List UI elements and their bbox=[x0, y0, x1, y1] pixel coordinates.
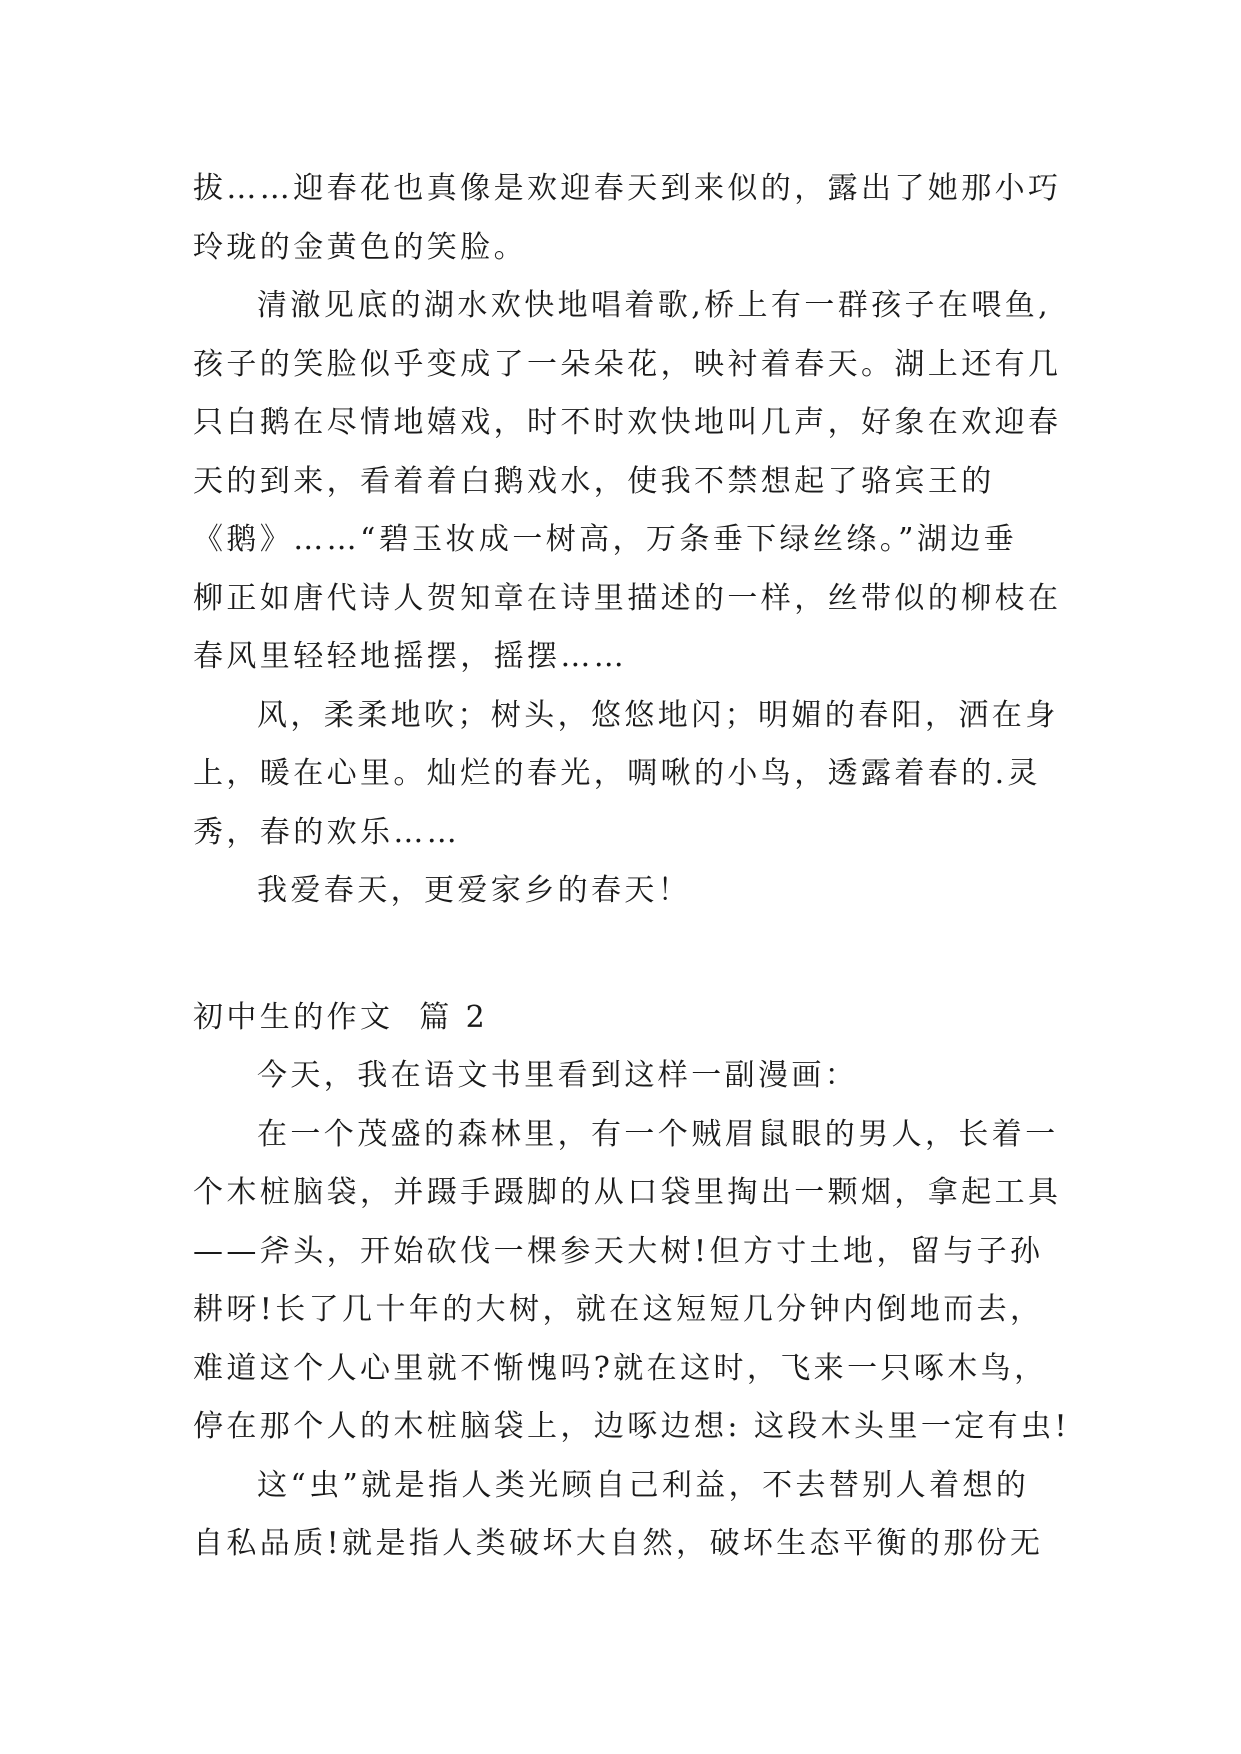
text-line: 上，暖在心里。灿烂的春光，啁啾的小鸟，透露着春的.灵 bbox=[193, 756, 1041, 791]
text-line: 个木桩脑袋，并蹑手蹑脚的从口袋里掏出一颗烟，拿起工具 bbox=[193, 1175, 1062, 1210]
text-line: 玲珑的金黄色的笑脸。 bbox=[193, 229, 527, 265]
text-line: 孩子的笑脸似乎变成了一朵朵花，映衬着春天。湖上还有几 bbox=[193, 346, 1062, 382]
section-title: 初中生的作文 篇 2 bbox=[193, 999, 489, 1035]
text-line: 今天，我在语文书里看到这样一副漫画： bbox=[257, 1058, 859, 1093]
text-line: ——斧头，开始砍伐一棵参天大树!但方寸土地，留与子孙 bbox=[193, 1233, 1044, 1269]
text-line: 风，柔柔地吹；树头，悠悠地闪；明媚的春阳，洒在身 bbox=[257, 697, 1059, 733]
text-line: 我爱春天，更爱家乡的春天！ bbox=[257, 873, 692, 908]
text-line: 柳正如唐代诗人贺知章在诗里描述的一样，丝带似的柳枝在 bbox=[193, 580, 1062, 616]
document-page bbox=[193, 160, 1073, 1574]
essay-section-1 bbox=[193, 160, 1073, 921]
text-line: 天的到来，看着着白鹅戏水，使我不禁想起了骆宾王的 bbox=[193, 463, 995, 499]
paragraph bbox=[193, 160, 1073, 277]
paragraph bbox=[193, 1457, 1073, 1574]
text-line: 《鹅》……“碧玉妆成一树高，万条垂下绿丝绦。”湖边垂 bbox=[193, 522, 1018, 557]
text-line: 这“虫”就是指人类光顾自己利益，不去替别人着想的 bbox=[257, 1467, 1030, 1503]
essay-section-2 bbox=[193, 989, 1073, 1574]
paragraph bbox=[193, 1106, 1073, 1457]
section-gap bbox=[193, 921, 1073, 989]
text-line: 春风里轻轻地摇摆，摇摆…… bbox=[193, 639, 628, 674]
paragraph bbox=[193, 277, 1073, 687]
text-line: 自私品质!就是指人类破坏大自然，破坏生态平衡的那份无 bbox=[193, 1526, 1044, 1561]
text-line: 难道这个人心里就不惭愧吗?就在这时，飞来一只啄木鸟， bbox=[193, 1350, 1048, 1386]
text-line: 秀，春的欢乐…… bbox=[193, 814, 461, 850]
paragraph bbox=[193, 1047, 1073, 1106]
text-line: 拔……迎春花也真像是欢迎春天到来似的，露出了她那小巧 bbox=[193, 171, 1062, 206]
text-line: 耕呀!长了几十年的大树，就在这短短几分钟内倒地而去， bbox=[193, 1292, 1044, 1327]
paragraph bbox=[193, 687, 1073, 863]
paragraph bbox=[193, 862, 1073, 921]
text-line: 清澈见底的湖水欢快地唱着歌,桥上有一群孩子在喂鱼, bbox=[257, 288, 1052, 323]
text-line: 停在那个人的木桩脑袋上，边啄边想: 这段木头里一定有虫! bbox=[193, 1409, 1070, 1444]
text-line: 只白鹅在尽情地嬉戏，时不时欢快地叫几声，好象在欢迎春 bbox=[193, 405, 1062, 440]
text-line: 在一个茂盛的森林里，有一个贼眉鼠眼的男人，长着一 bbox=[257, 1116, 1059, 1152]
